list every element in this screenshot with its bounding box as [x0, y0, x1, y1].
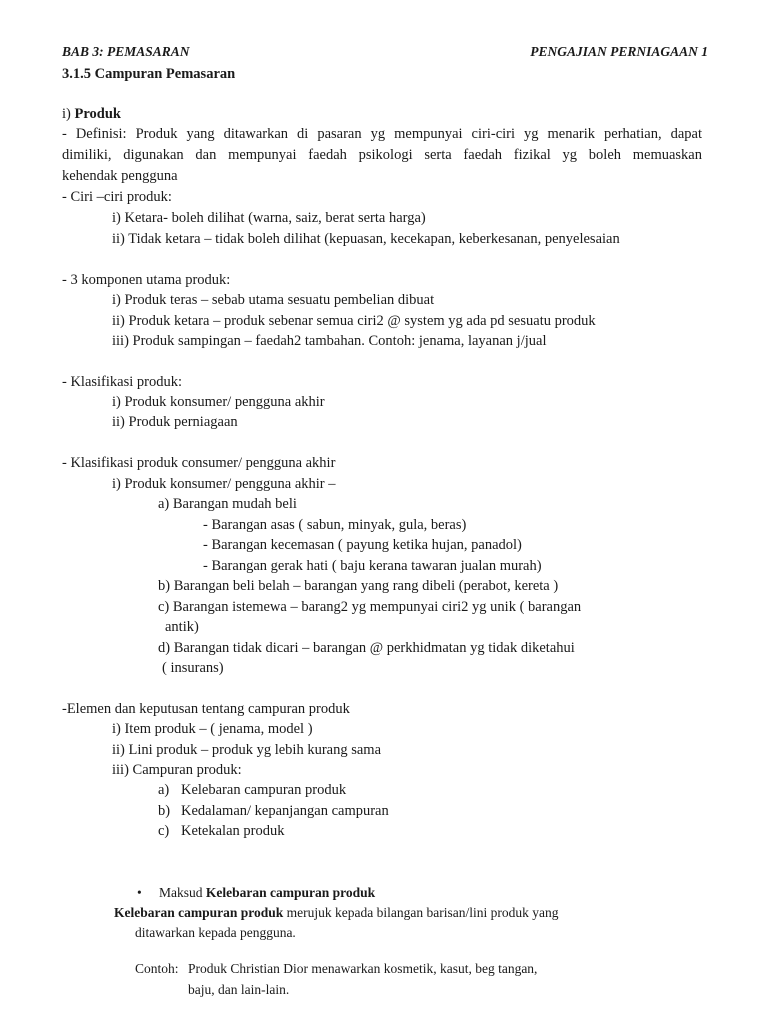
ciri-item: i) Ketara- boleh dilihat (warna, saiz, berat serta harga) — [112, 210, 426, 226]
klasifikasi-item: i) Produk konsumer/ pengguna akhir — [112, 394, 325, 410]
heading-text: Produk — [74, 106, 121, 122]
maksud-heading — [159, 884, 375, 902]
klasifikasi-item: ii) Produk perniagaan — [112, 414, 238, 430]
konsumer-sub: i) Produk konsumer/ pengguna akhir – — [112, 476, 336, 492]
konsumer-title: - Klasifikasi produk consumer/ pengguna akhir — [62, 455, 336, 471]
campuran-marker: a) — [158, 782, 170, 798]
maksud-bold: Kelebaran campuran produk — [205, 885, 376, 900]
elemen-item: ii) Lini produk – produk yg lebih kurang sama — [112, 742, 382, 758]
tidak-dicari: d) Barangan tidak dicari – barangan @ perkhidmatan yg tidak diketahui — [158, 640, 575, 656]
campuran-marker: b) — [158, 803, 171, 819]
penerangan-line2: ditawarkan kepada pengguna. — [135, 925, 296, 940]
campuran-item: Kedalaman/ kepanjangan campuran — [181, 803, 389, 819]
mudah-item: - Barangan gerak hati ( baju kerana tawaran jualan murah) — [203, 558, 542, 574]
produk-heading — [62, 105, 121, 123]
definisi-line: - Definisi: Produk yang ditawarkan di pasaran yg mempunyai ciri-ciri yg menarik perhatian, dapat — [62, 126, 702, 142]
definisi-line: kehendak pengguna — [62, 168, 178, 184]
ciri-title: - Ciri –ciri produk: — [62, 189, 172, 205]
contoh-label: Contoh: — [135, 961, 179, 976]
elemen-title: -Elemen dan keputusan tentang campuran produk — [62, 701, 350, 717]
komponen-title: - 3 komponen utama produk: — [62, 272, 231, 288]
header-chapter: BAB 3: PEMASARAN — [62, 44, 190, 59]
mudah-item: - Barangan asas ( sabun, minyak, gula, beras) — [203, 517, 467, 533]
definisi-line: dimiliki, digunakan dan mempunyai faedah psikologi serta faedah fizikal yg boleh memuaskan — [62, 147, 702, 163]
bullet-icon: • — [137, 885, 142, 900]
header-subject: PENGAJIAN PERNIAGAAN 1 — [530, 44, 708, 59]
penerangan-line — [114, 904, 558, 922]
mudah-beli: a) Barangan mudah beli — [158, 496, 297, 512]
komponen-item: iii) Produk sampingan – faedah2 tambahan. Contoh: jenama, layanan j/jual — [112, 333, 547, 349]
elemen-item: i) Item produk – ( jenama, model ) — [112, 721, 313, 737]
klasifikasi-title: - Klasifikasi produk: — [62, 374, 183, 390]
contoh-line: Produk Christian Dior menawarkan kosmetik, kasut, beg tangan, — [188, 961, 538, 976]
maksud-prefix: Maksud — [159, 885, 206, 900]
komponen-item: ii) Produk ketara – produk sebenar semua ciri2 @ system yg ada pd sesuatu produk — [112, 313, 596, 329]
ciri-item: ii) Tidak ketara – tidak boleh dilihat (kepuasan, kecekapan, keberkesanan, penyelesaian — [112, 231, 620, 247]
tidak-dicari-cont: ( insurans) — [162, 660, 224, 676]
istimewa: c) Barangan istemewa – barang2 yg mempunyai ciri2 yg unik ( barangan — [158, 599, 582, 615]
heading-number: i) — [62, 106, 75, 122]
mudah-item: - Barangan kecemasan ( payung ketika hujan, panadol) — [203, 537, 522, 553]
contoh-line: baju, dan lain-lain. — [188, 982, 290, 997]
elemen-item: iii) Campuran produk: — [112, 762, 242, 778]
campuran-item: Ketekalan produk — [181, 823, 285, 839]
campuran-item: Kelebaran campuran produk — [181, 782, 347, 798]
beli-belah: b) Barangan beli belah – barangan yang rang dibeli (perabot, kereta ) — [158, 578, 559, 594]
penerangan-rest: merujuk kepada bilangan barisan/lini produk yang — [283, 905, 559, 920]
section-title: 3.1.5 Campuran Pemasaran — [62, 66, 236, 82]
komponen-item: i) Produk teras – sebab utama sesuatu pembelian dibuat — [112, 292, 435, 308]
istimewa-cont: antik) — [165, 619, 199, 635]
campuran-marker: c) — [158, 823, 170, 839]
penerangan-bold: Kelebaran campuran produk — [114, 905, 284, 920]
